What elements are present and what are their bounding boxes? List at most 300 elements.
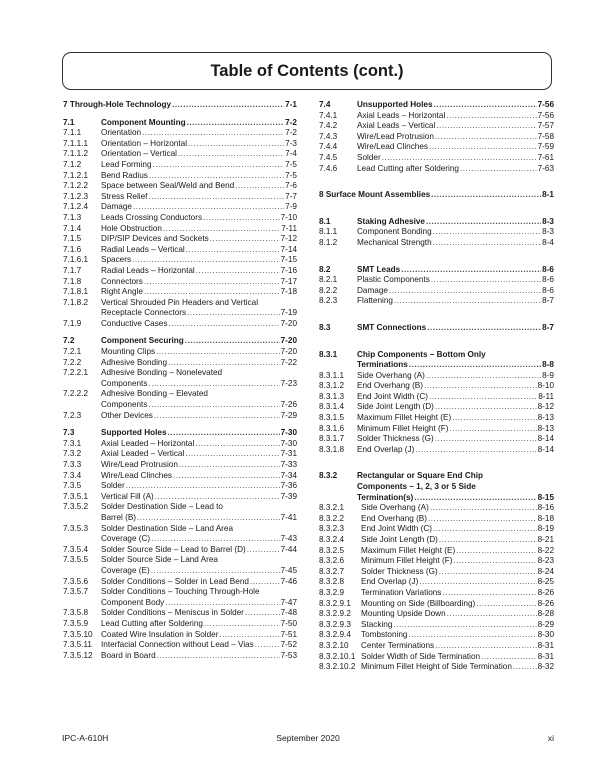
toc-entry[interactable] [63, 347, 297, 358]
toc-entry-line [101, 640, 297, 651]
toc-entry-page: 7-34 [280, 470, 297, 480]
toc-entry-line [101, 319, 297, 330]
toc-entry-title: Termination(s) [357, 492, 414, 502]
toc-entry[interactable] [63, 619, 297, 630]
toc-entry-line [361, 620, 554, 631]
toc-entry[interactable] [319, 132, 554, 143]
toc-entry-page: 8-24 [537, 566, 554, 576]
toc-entry-number: 8.3.1 [319, 349, 338, 359]
toc-entry-line [361, 524, 554, 535]
toc-entry[interactable] [63, 439, 297, 450]
toc-entry-line [101, 298, 297, 309]
toc-entry[interactable] [319, 662, 554, 673]
toc-entry[interactable] [319, 535, 554, 546]
toc-entry-line [101, 358, 297, 369]
toc-entry-line [361, 599, 554, 610]
toc-entry[interactable] [63, 640, 297, 651]
toc-entry-page: 7-1 [285, 100, 297, 109]
dot-leader [132, 255, 280, 266]
toc-entry-number: 7.4 [319, 100, 331, 109]
dot-leader [186, 245, 280, 256]
toc-entry[interactable] [63, 368, 297, 379]
toc-entry-title: Radial Leads – Horizontal [101, 265, 195, 275]
toc-entry-page: 8-12 [537, 402, 554, 412]
toc-entry-title: Conductive Cases [101, 318, 168, 328]
toc-entry-page: 8-14 [537, 444, 554, 454]
toc-entry-number: 8.3.1.4 [319, 402, 345, 412]
toc-entry-line [101, 389, 297, 400]
toc-entry-line [101, 149, 297, 160]
toc-entry[interactable] [319, 402, 554, 413]
toc-entry[interactable] [319, 413, 554, 424]
toc-entry-line [101, 411, 297, 422]
toc-entry[interactable] [63, 358, 297, 369]
toc-entry[interactable] [319, 652, 554, 663]
toc-entry-page: 7-39 [280, 491, 297, 501]
toc-entry[interactable] [63, 181, 297, 192]
toc-entry-title: Axial Leads – Horizontal [357, 110, 446, 120]
toc-entry-number: 7.1.8 [63, 276, 82, 286]
toc-entry[interactable] [63, 192, 297, 203]
toc-entry-title: Adhesive Bonding – Nonelevated [101, 368, 223, 378]
toc-entry-number: 7.3 [63, 428, 75, 438]
toc-entry-title: Barrel (B) [101, 512, 137, 522]
toc-entry-line [357, 153, 554, 164]
toc-entry-line [361, 567, 554, 578]
dot-leader [442, 588, 536, 599]
toc-entry-number: 7.3.5.12 [63, 650, 93, 660]
toc-entry-page: 8-30 [537, 630, 554, 640]
toc-entry-number: 8.1.1 [319, 227, 338, 237]
toc-entry[interactable] [63, 319, 297, 330]
toc-entry-number: 7.1.2.1 [63, 170, 89, 180]
toc-entry-page: 8-11 [538, 391, 554, 401]
toc-entry[interactable] [63, 277, 297, 288]
toc-entry-line [101, 234, 297, 245]
toc-entry-page: 8-26 [537, 598, 554, 608]
toc-entry-title: Vertical Shrouded Pin Headers and Vertical [101, 297, 259, 307]
toc-entry-number: 7.2.2.2 [63, 389, 89, 399]
toc-entry-title: Damage [357, 285, 388, 295]
toc-entry[interactable] [319, 588, 554, 599]
toc-entry-number: 7.3.5.8 [63, 608, 89, 618]
toc-entry-line [101, 368, 297, 379]
toc-entry-title: Coverage (E) [101, 565, 150, 575]
toc-entry[interactable] [319, 142, 554, 153]
toc-entry-line [357, 482, 554, 493]
toc-entry-page: 7-6 [285, 181, 297, 191]
toc-entry-title: Component Mounting [101, 117, 186, 127]
toc-entry-number: 7.1.2.4 [63, 202, 89, 212]
toc-entry-line [361, 630, 554, 641]
toc-entry[interactable] [63, 428, 297, 439]
toc-entry-line [101, 502, 297, 513]
toc-entry-number: 8.2.2 [319, 285, 338, 295]
toc-entry-number: 8.3.2.9.2 [319, 609, 351, 619]
toc-entry-title: Rectangular or Square End Chip [357, 471, 484, 481]
toc-entry-line [357, 350, 554, 361]
dot-leader [203, 213, 280, 224]
toc-entry[interactable] [319, 100, 554, 111]
toc-entry-number: 7.3.5.2 [63, 502, 89, 512]
toc-entry[interactable] [63, 471, 297, 482]
toc-entry-title: SMT Leads [357, 264, 401, 274]
toc-entry[interactable] [319, 153, 554, 164]
toc-entry-page: 8-6 [542, 275, 554, 285]
toc-entry-number: 8.3.1.1 [319, 370, 345, 380]
toc-entry-title: Damage [101, 202, 132, 212]
toc-entry[interactable] [63, 598, 297, 609]
toc-entry-page: 7-22 [280, 357, 297, 367]
toc-entry-line [357, 381, 554, 392]
toc-entry[interactable] [63, 118, 297, 129]
toc-entry[interactable] [63, 545, 297, 556]
toc-entry[interactable] [319, 350, 554, 361]
toc-entry[interactable] [63, 139, 297, 150]
toc-entry[interactable] [319, 217, 554, 228]
page-title: Table of Contents (cont.) [210, 61, 404, 80]
toc-entry-line [357, 392, 554, 403]
toc-entry-line [101, 192, 297, 203]
toc-entry-line [101, 379, 297, 390]
toc-entry[interactable] [319, 514, 554, 525]
dot-leader [452, 413, 536, 424]
toc-entry-line [357, 286, 554, 297]
dot-leader [434, 100, 537, 111]
dot-leader [245, 608, 280, 619]
toc-entry-line [357, 164, 554, 175]
toc-entry[interactable] [63, 171, 297, 182]
toc-entry[interactable] [319, 238, 554, 249]
toc-entry-page: 8-18 [537, 513, 554, 523]
toc-entry-line [101, 513, 297, 524]
toc-entry-page: 7-58 [537, 131, 554, 141]
toc-entry-number: 8.3.2.10 [319, 640, 349, 650]
toc-entry-page: 8-26 [537, 587, 554, 597]
toc-entry-number: 7.3.5 [63, 481, 82, 491]
toc-entry-line [319, 190, 554, 201]
dot-leader [151, 534, 279, 545]
toc-entry[interactable] [319, 424, 554, 435]
toc-entry[interactable] [63, 492, 297, 503]
toc-entry-page: 7-36 [280, 481, 297, 491]
toc-entry-page: 7-51 [280, 629, 297, 639]
toc-entry[interactable] [319, 641, 554, 652]
toc-entry[interactable] [319, 546, 554, 557]
toc-entry-line [357, 434, 554, 445]
toc-entry[interactable] [319, 371, 554, 382]
toc-entry-page: 8-16 [537, 503, 554, 513]
toc-entry[interactable] [319, 275, 554, 286]
toc-entry[interactable] [63, 555, 297, 566]
toc-entry-page: 7-16 [280, 265, 297, 275]
dot-leader [204, 619, 280, 630]
toc-entry-line [101, 428, 297, 439]
toc-entry[interactable] [63, 213, 297, 224]
toc-entry-page: 7-48 [280, 608, 297, 618]
toc-entry-title: Chip Components – Bottom Only [357, 349, 486, 359]
toc-entry-title: End Joint Width (C) [361, 524, 432, 534]
toc-entry-line [101, 118, 297, 129]
toc-entry[interactable] [63, 287, 297, 298]
toc-entry[interactable] [319, 111, 554, 122]
toc-entry[interactable] [63, 608, 297, 619]
toc-entry[interactable] [63, 534, 297, 545]
toc-entry-page: 7-18 [280, 287, 297, 297]
dot-leader [389, 286, 541, 297]
toc-entry-title: Solder [101, 481, 125, 491]
toc-entry-number: 7.1.2.2 [63, 181, 89, 191]
toc-entry-number: 8.3.2.10.1 [319, 651, 356, 661]
toc-entry[interactable] [319, 503, 554, 514]
toc-entry[interactable] [319, 620, 554, 631]
toc-entry-line [361, 556, 554, 567]
toc-entry-page: 7-23 [280, 378, 297, 388]
toc-entry[interactable] [319, 164, 554, 175]
toc-entry-line [101, 202, 297, 213]
toc-entry-title: Adhesive Bonding – Elevated [101, 389, 208, 399]
toc-entry[interactable] [63, 400, 297, 411]
toc-entry-number: 7.3.1 [63, 438, 82, 448]
toc-entry-line [101, 555, 297, 566]
toc-entry-title: Leads Crossing Conductors [101, 212, 203, 222]
dot-leader [427, 323, 541, 334]
toc-entry[interactable] [63, 630, 297, 641]
dot-leader [439, 535, 537, 546]
toc-entry[interactable] [63, 149, 297, 160]
toc-entry[interactable] [319, 471, 554, 482]
toc-entry-number: 7.1.7 [63, 265, 82, 275]
toc-entry-page: 7-2 [285, 128, 297, 138]
toc-entry[interactable] [319, 556, 554, 567]
toc-entry[interactable] [63, 336, 297, 347]
toc-entry-title: Component Securing [101, 336, 184, 346]
toc-entry-page: 8-7 [542, 322, 554, 332]
toc-entry-line [361, 535, 554, 546]
toc-entry[interactable] [319, 482, 554, 493]
toc-entry-title: Orientation – Vertical [101, 149, 178, 159]
toc-entry[interactable] [319, 190, 554, 201]
toc-entry-title: Termination Variations [361, 587, 442, 597]
toc-entry-title: Tombstoning [361, 630, 408, 640]
toc-entry[interactable] [319, 392, 554, 403]
toc-entry-number: 8.3.2.6 [319, 556, 345, 566]
toc-entry-title: Staking Adhesive [357, 216, 425, 226]
toc-entry[interactable] [319, 121, 554, 132]
toc-entry-page: 8-31 [537, 651, 554, 661]
toc-entry-title: Component Body [101, 597, 165, 607]
toc-entry-title: Components – 1, 2, 3 or 5 Side [357, 482, 476, 492]
toc-entry-page: 8-3 [542, 227, 554, 237]
dot-leader [433, 524, 537, 535]
toc-entry[interactable] [319, 381, 554, 392]
toc-entry[interactable] [63, 651, 297, 662]
toc-entry[interactable] [63, 411, 297, 422]
toc-entry[interactable] [63, 389, 297, 400]
toc-entry[interactable] [319, 445, 554, 456]
toc-entry-number: 7.1.5 [63, 234, 82, 244]
toc-entry[interactable] [63, 234, 297, 245]
toc-entry-number: 7.4.6 [319, 163, 338, 173]
toc-entry-page: 8-21 [537, 535, 554, 544]
toc-entry[interactable] [63, 379, 297, 390]
toc-entry-page: 7-26 [280, 400, 297, 410]
toc-entry[interactable] [319, 286, 554, 297]
dot-leader [426, 371, 541, 382]
toc-entry[interactable] [63, 449, 297, 460]
dot-leader [428, 514, 537, 525]
toc-entry[interactable] [63, 224, 297, 235]
toc-entry-title: Wire/Lead Protrusion [101, 460, 178, 469]
toc-entry-title: Mounting Upside Down [361, 609, 446, 619]
dot-leader [394, 296, 541, 307]
toc-entry-number: 7.4.5 [319, 152, 338, 162]
toc-entry-title: Interfacial Connection without Lead – Vias [101, 640, 254, 650]
toc-entry[interactable] [319, 609, 554, 620]
toc-entry-title: End Overlap (J) [357, 444, 415, 454]
toc-entry[interactable] [63, 566, 297, 577]
dot-leader [435, 402, 537, 413]
toc-entry-line [361, 652, 554, 663]
toc-entry-title: 7 Through-Hole Technology [63, 100, 172, 109]
toc-entry-number: 7.4.1 [319, 110, 338, 120]
toc-entry-line [357, 471, 554, 482]
toc-entry-number: 7.3.5.3 [63, 523, 89, 533]
dot-leader [401, 265, 541, 276]
toc-entry[interactable] [63, 266, 297, 277]
toc-entry-page: 7-41 [280, 512, 297, 522]
toc-entry[interactable] [319, 434, 554, 445]
dot-leader [431, 190, 541, 201]
toc-entry[interactable] [63, 502, 297, 513]
dot-leader [436, 121, 536, 132]
dot-leader [195, 439, 279, 450]
toc-entry[interactable] [319, 360, 554, 371]
toc-entry[interactable] [319, 265, 554, 276]
toc-entry-number: 8.2.1 [319, 275, 338, 285]
toc-entry-title: Solder Width of Side Termination [361, 651, 481, 661]
toc-entry-title: Space between Seal/Weld and Bend [101, 181, 235, 191]
toc-entry-line [357, 402, 554, 413]
toc-entry[interactable] [319, 524, 554, 535]
toc-entry-number: 7.3.5.5 [63, 555, 89, 565]
toc-entry-page: 7-11 [281, 223, 297, 233]
toc-entry-title: Lead Forming [101, 159, 152, 169]
toc-entry-page: 8-8 [542, 360, 554, 370]
toc-entry-line [357, 121, 554, 132]
toc-entry-title: Solder [357, 152, 381, 162]
toc-entry-title: Solder Thickness (G) [361, 566, 438, 576]
toc-entry-title: End Overhang (B) [357, 381, 423, 391]
dot-leader [446, 111, 536, 122]
toc-entry-line [361, 577, 554, 588]
toc-entry-line [101, 534, 297, 545]
toc-entry-line [361, 662, 554, 673]
toc-entry-number: 7.1.6.1 [63, 255, 89, 265]
toc-entry-number: 8.3.2.9.3 [319, 619, 351, 629]
toc-entry-title: Adhesive Bonding [101, 357, 168, 367]
toc-entry-page: 7-61 [537, 152, 554, 162]
toc-entry[interactable] [63, 100, 297, 111]
toc-entry[interactable] [63, 128, 297, 139]
toc-entry-page: 8-9 [542, 370, 554, 380]
dot-leader [419, 577, 536, 588]
toc-entry-line [101, 566, 297, 577]
toc-entry-line [357, 100, 554, 111]
toc-entry[interactable] [63, 513, 297, 524]
toc-entry-line [101, 266, 297, 277]
toc-entry-title: Board in Board [101, 650, 156, 660]
toc-entry[interactable] [63, 481, 297, 492]
toc-entry-number: 8.3.1.8 [319, 444, 345, 454]
toc-entry-number: 7.1.2.3 [63, 191, 89, 201]
toc-entry[interactable] [63, 255, 297, 266]
toc-entry[interactable] [319, 227, 554, 238]
toc-entry-page: 8-19 [537, 524, 554, 534]
dot-leader [424, 381, 537, 392]
toc-entry-title: Solder Destination Side – Land Area [101, 523, 233, 533]
toc-entry-line [101, 545, 297, 556]
toc-entry-line [101, 651, 297, 662]
toc-entry[interactable] [63, 202, 297, 213]
toc-entry-title: Wire/Lead Clinches [357, 142, 428, 152]
toc-entry-page: 7-10 [280, 212, 297, 222]
toc-entry-line [357, 142, 554, 153]
dot-leader [433, 238, 542, 249]
toc-entry[interactable] [63, 308, 297, 319]
toc-entry-number: 8.3.2.10.2 [319, 662, 356, 672]
toc-entry-line [361, 514, 554, 525]
toc-entry-line [357, 424, 554, 435]
toc-entry-line [101, 181, 297, 192]
toc-entry-line [357, 360, 554, 371]
toc-entry-title: Component Bonding [357, 227, 432, 237]
toc-entry[interactable] [63, 245, 297, 256]
toc-entry[interactable] [63, 524, 297, 535]
dot-leader [414, 493, 536, 504]
dot-leader [168, 428, 280, 439]
toc-entry[interactable] [63, 160, 297, 171]
toc-entry-title: Minimum Fillet Height (F) [361, 556, 453, 566]
toc-entry-title: Minimum Fillet Height of Side Termination [361, 662, 512, 672]
toc-entry-title: Connectors [101, 276, 143, 286]
toc-entry-number: 8.3.1.3 [319, 391, 345, 401]
toc-entry[interactable] [63, 460, 297, 471]
toc-entry-page: 7-7 [285, 191, 297, 201]
toc-entry-number: 7.1.1 [63, 128, 82, 138]
toc-entry-number: 8.2 [319, 264, 331, 274]
toc-entry[interactable] [63, 298, 297, 309]
toc-entry-line [63, 100, 297, 111]
toc-entry[interactable] [319, 567, 554, 578]
dot-leader [168, 358, 280, 369]
toc-entry[interactable] [63, 577, 297, 588]
toc-entry[interactable] [319, 599, 554, 610]
dot-leader [151, 566, 280, 577]
dot-leader [188, 139, 284, 150]
toc-entry[interactable] [319, 296, 554, 307]
toc-entry-line [357, 323, 554, 334]
dot-leader [153, 160, 285, 171]
toc-entry[interactable] [319, 323, 554, 334]
toc-entry[interactable] [63, 587, 297, 598]
toc-entry-number: 7.1.8.2 [63, 297, 89, 307]
toc-entry-page: 8-14 [537, 434, 554, 444]
toc-entry[interactable] [319, 630, 554, 641]
toc-entry-number: 7.2.1 [63, 347, 82, 357]
toc-entry[interactable] [319, 493, 554, 504]
toc-entry[interactable] [319, 577, 554, 588]
